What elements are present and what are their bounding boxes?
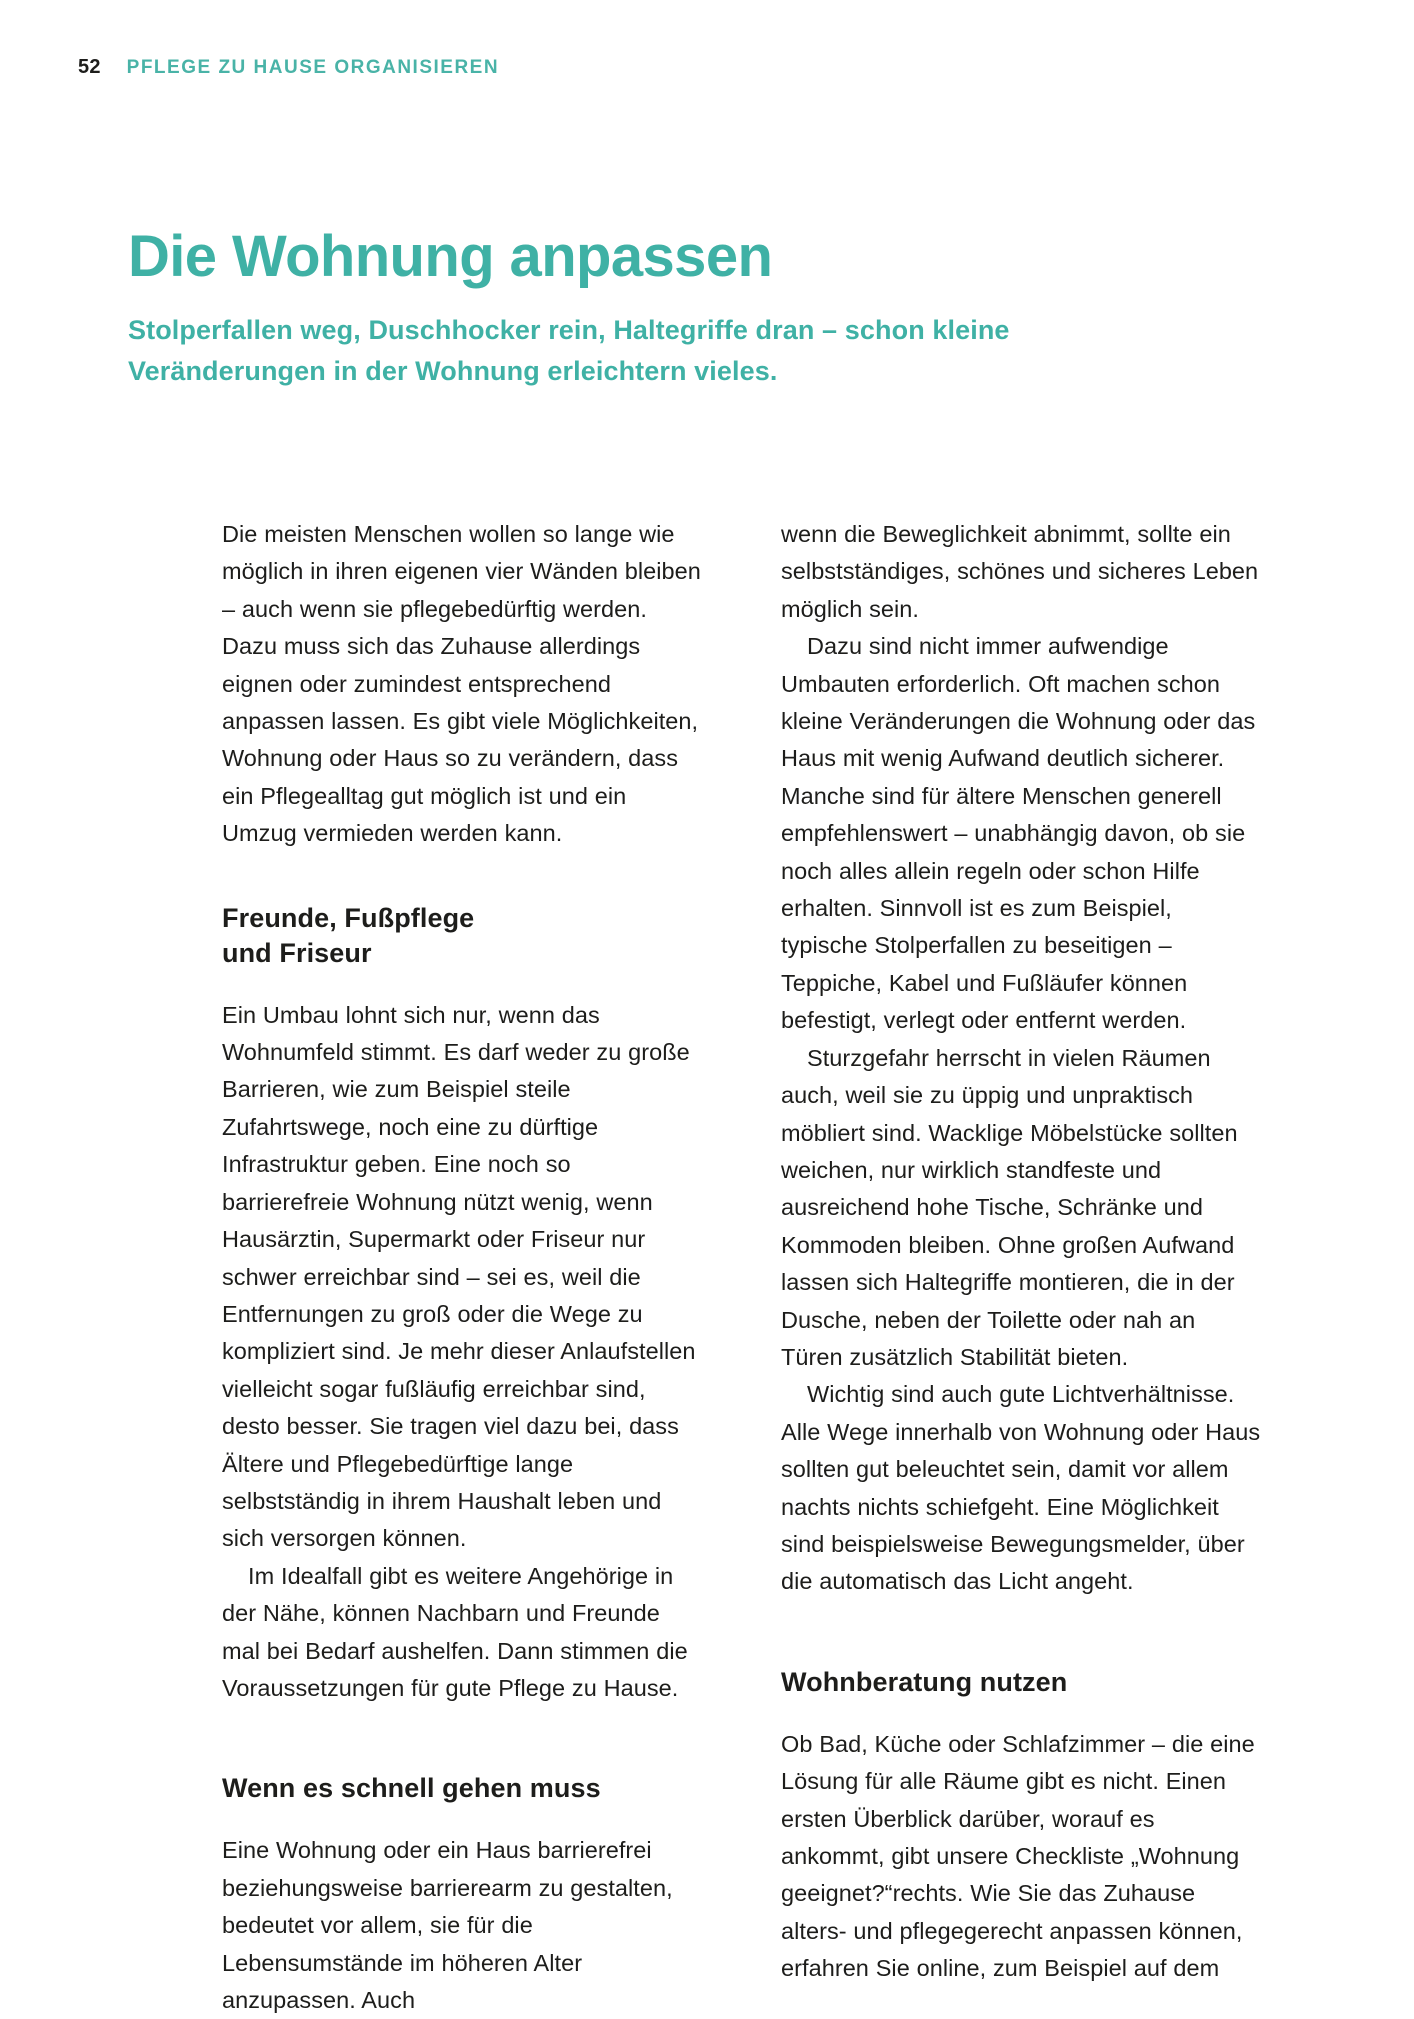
right-paragraph-4: Wichtig sind auch gute Lichtverhältnisse. Alle Wege innerhalb von Wohnung oder Haus sollten gut beleuchtet sein, damit vor allem nachts nichts schiefgeht. Eine Möglichkeit sind beispielsweise Bewegungsmelder, über die automatisch das Licht angeht.	[781, 1381, 1261, 1595]
left-heading-wenn-es-schnell-gehen-muss: Wenn es schnell gehen muss	[222, 1773, 601, 1804]
running-head-section-title: PFLEGE ZU HAUSE ORGANISIEREN	[126, 57, 500, 78]
spacer	[781, 1601, 1262, 1665]
left-column	[222, 516, 703, 2019]
left-heading-line-1: Freunde, Fußpflege	[222, 902, 475, 933]
spacer	[781, 1700, 1262, 1726]
left-paragraph-4: Eine Wohnung oder ein Haus barrierefrei beziehungsweise barrierearm zu gestalten, bedeutet vor allem, sie für die Lebensumstände im höheren Alter anzupassen. Auch	[222, 1837, 673, 2013]
right-paragraph-1: wenn die Beweglichkeit abnimmt, sollte ein selbstständiges, schönes und sicheres Leben möglich sein.	[781, 521, 1259, 622]
spacer	[222, 971, 703, 997]
right-column	[781, 516, 1262, 2019]
left-paragraph-2: Ein Umbau lohnt sich nur, wenn das Wohnumfeld stimmt. Es darf weder zu große Barrieren, wie zum Beispiel steile Zufahrtswege, noch eine zu dürftige Infrastruktur geben. Eine noch so barrierefreie Wohnung nützt wenig, wenn Hausärztin, Supermarkt oder Friseur nur schwer erreichbar sind – sei es, weil die Entfernungen zu groß oder die Wege zu kompliziert sind. Je mehr dieser Anlaufstellen vielleicht sogar fußläufig erreichbar sind, desto besser. Sie tragen viel dazu bei, dass Ältere und Pflegebedürftige lange selbstständig in ihrem Haushalt leben und sich versorgen können.	[222, 1001, 696, 1552]
page-number: 52	[78, 56, 101, 78]
right-heading-wohnberatung-nutzen: Wohnberatung nutzen	[781, 1666, 1068, 1697]
page-title: Die Wohnung anpassen	[128, 224, 773, 289]
right-paragraph-5: Ob Bad, Küche oder Schlafzimmer – die eine Lösung für alle Räume gibt es nicht. Einen ersten Überblick darüber, worauf es ankommt, gibt unsere Checkliste „Wohnung geeignet?“rechts. Wie Sie das Zuhause alters- und pflegegerecht anpassen können, erfahren Sie online, zum Beispiel auf dem	[781, 1730, 1255, 1982]
left-paragraph-1: Die meisten Menschen wollen so lange wie möglich in ihren eigenen vier Wänden bleiben – auch wenn sie pflegebedürftig werden. Dazu muss sich das Zuhause allerdings eignen oder zumindest entsprechend anpassen lassen. Es gibt viele Möglichkeiten, Wohnung oder Haus so zu verändern, dass ein Pflegealltag gut möglich ist und ein Umzug vermieden werden kann.	[222, 521, 701, 847]
left-heading-freunde-fusspflege	[222, 901, 703, 971]
spacer	[222, 853, 703, 901]
page-subtitle: Stolperfallen weg, Duschhocker rein, Haltegriffe dran – schon kleine Veränderungen in der Wohnung erleichtern vieles.	[128, 315, 1010, 386]
spacer	[222, 1806, 703, 1832]
headline-block	[128, 226, 1288, 392]
right-paragraph-2: Dazu sind nicht immer aufwendige Umbauten erforderlich. Oft machen schon kleine Veränderungen die Wohnung oder das Haus mit wenig Aufwand deutlich sicherer. Manche sind für ältere Menschen generell empfehlenswert – unabhängig davon, ob sie noch alles allein regeln oder schon Hilfe erhalten. Sinnvoll ist es zum Beispiel, typische Stolperfallen zu beseitigen – Teppiche, Kabel und Fußläufer können befestigt, verlegt oder entfernt werden.	[781, 633, 1256, 1034]
right-paragraph-3: Sturzgefahr herrscht in vielen Räumen auch, weil sie zu üppig und unpraktisch möbliert sind. Wacklige Möbelstücke sollten weichen, nur wirklich standfeste und ausreichend hohe Tische, Schränke und Kommoden bleiben. Ohne großen Aufwand lassen sich Haltegriffe montieren, die in der Dusche, neben der Toilette oder nah an Türen zusätzlich Stabilität bieten.	[781, 1044, 1238, 1370]
left-paragraph-3: Im Idealfall gibt es weitere Angehörige in der Nähe, können Nachbarn und Freunde mal bei Bedarf aushelfen. Dann stimmen die Voraussetzungen für gute Pflege zu Hause.	[222, 1562, 688, 1701]
running-head	[78, 56, 499, 79]
spacer	[222, 1707, 703, 1771]
body-columns	[222, 516, 1262, 2019]
left-heading-line-2: und Friseur	[222, 937, 372, 968]
